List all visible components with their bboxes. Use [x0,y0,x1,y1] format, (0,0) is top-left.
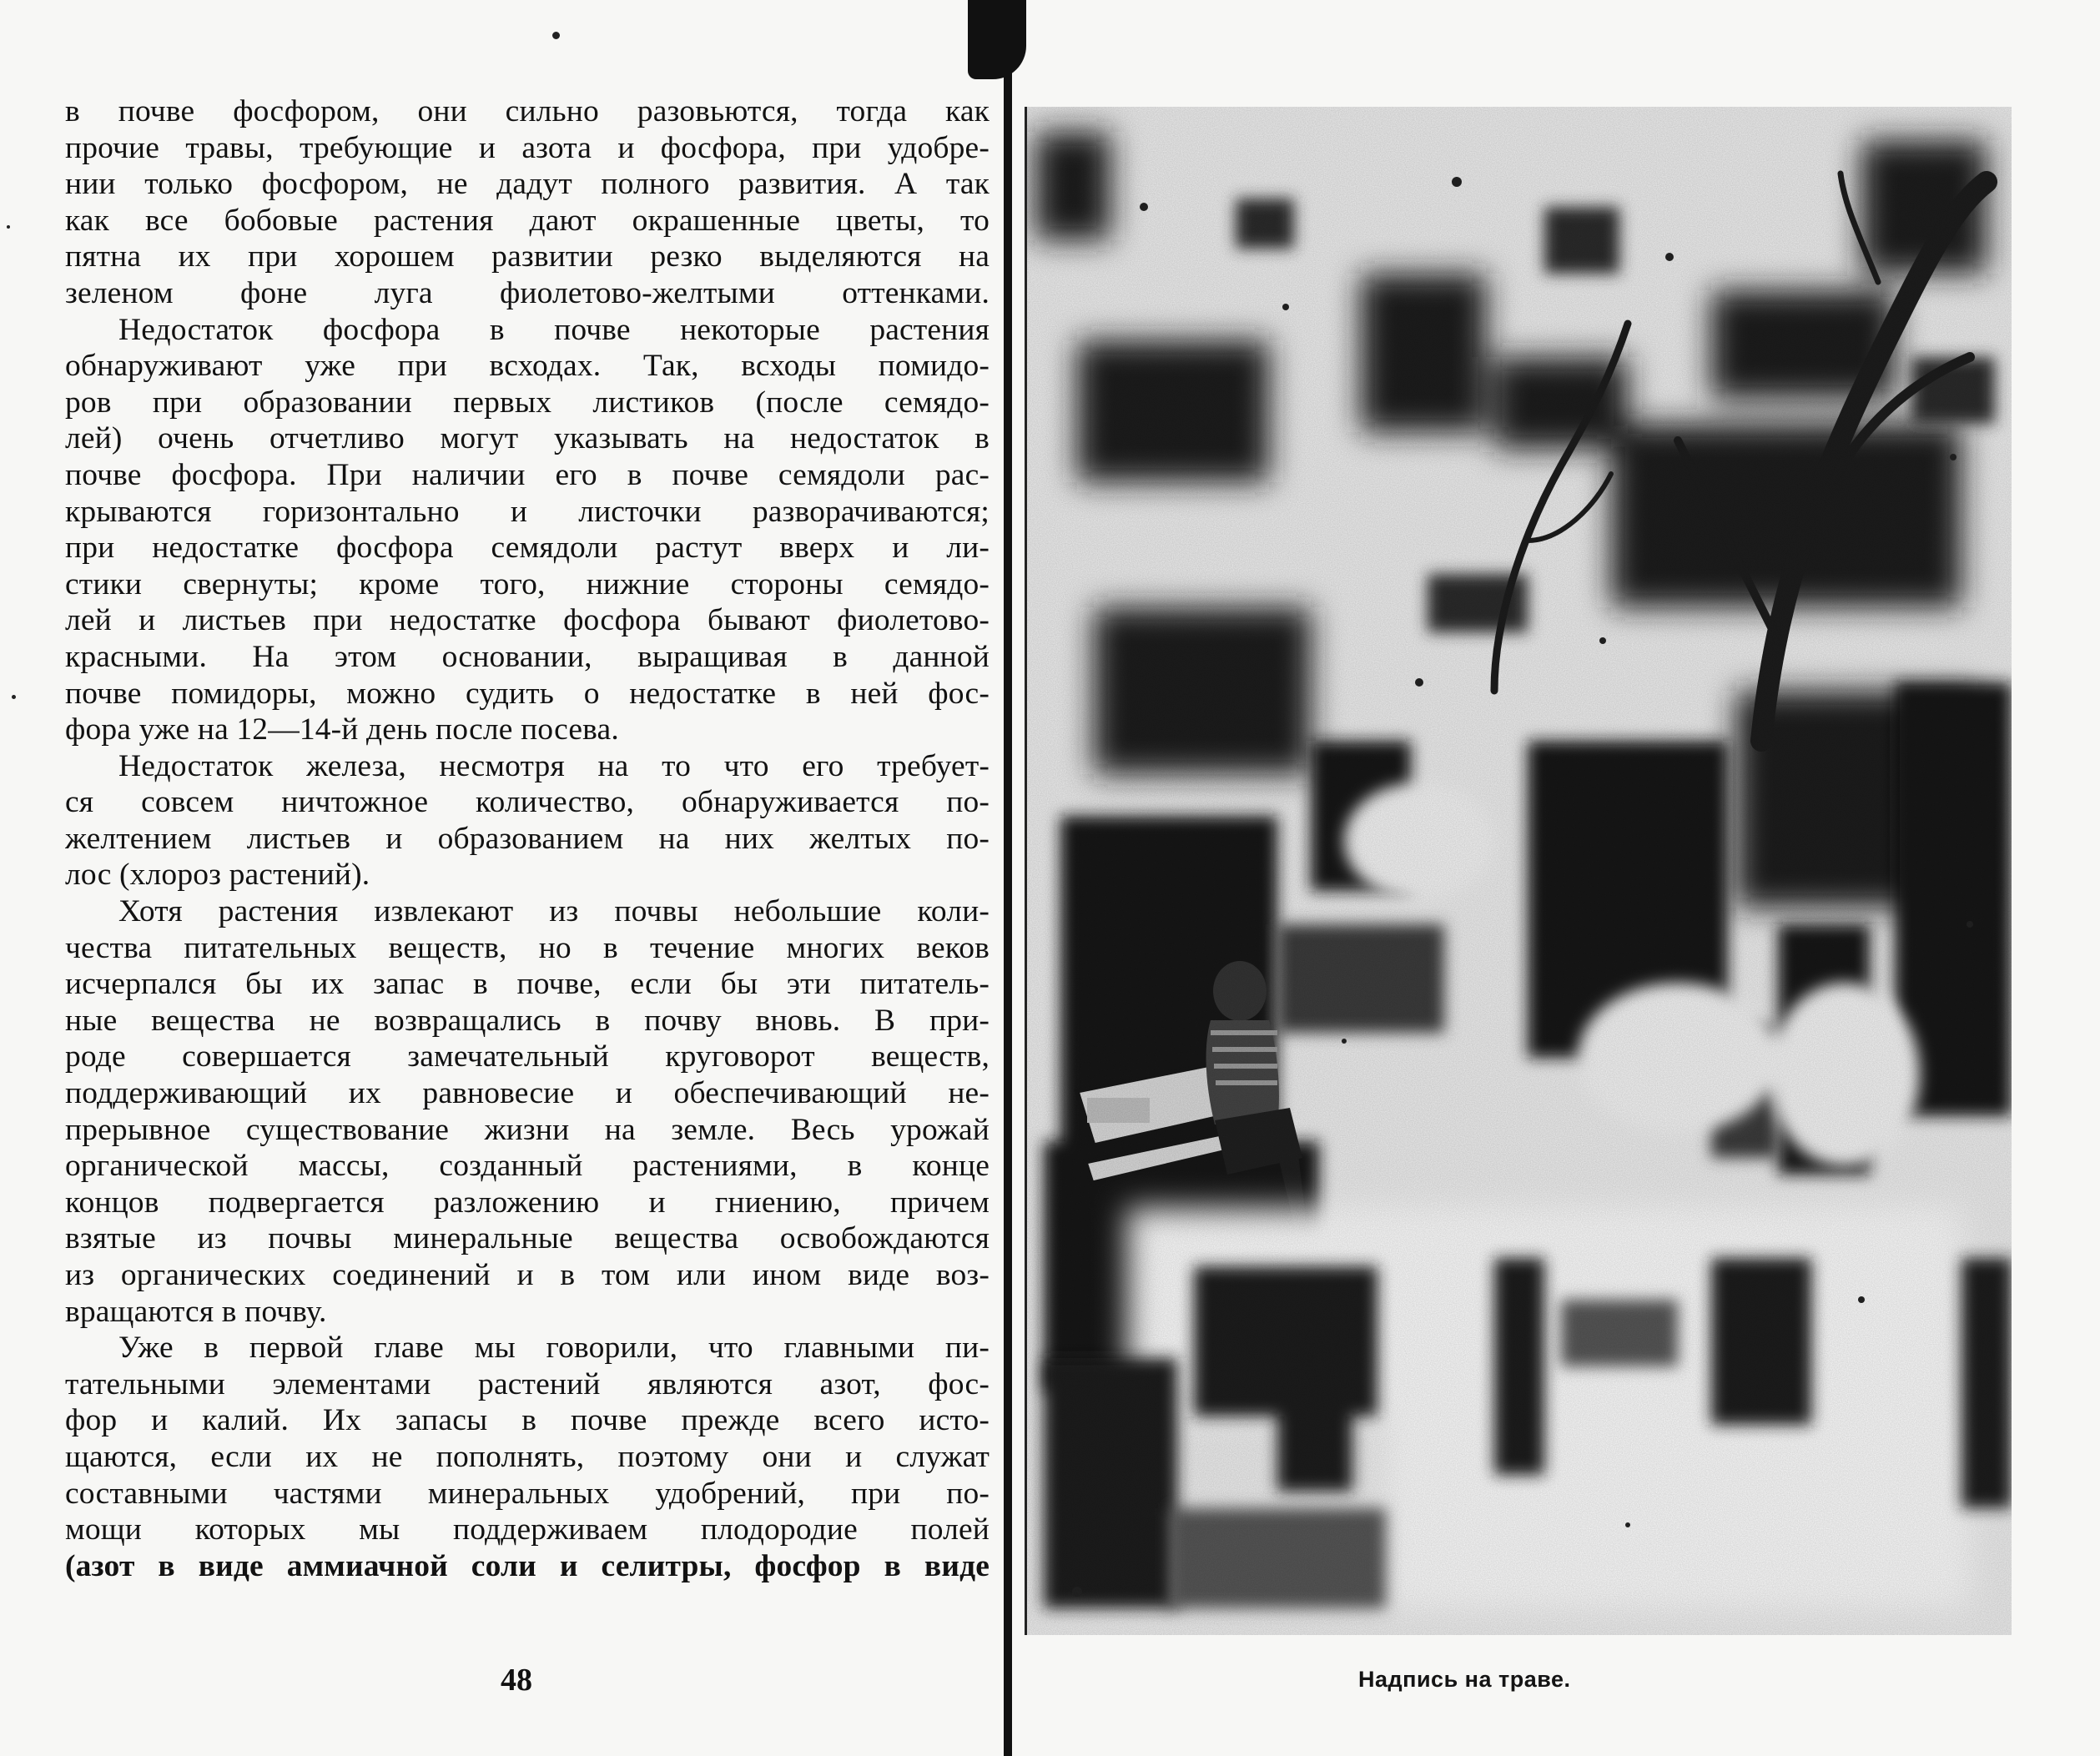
text-line: ные вещества не возвращались в почву вновь. В при- [65,1003,990,1038]
text-line: ров при образовании первых листиков (после семядо- [65,385,990,420]
text-line: тательными элементами растений являются азот, фос- [65,1366,990,1401]
page-speck [7,225,10,229]
text-line: почве помидоры, можно судить о недостатке в ней фос- [65,676,990,711]
text-line: роде совершается замечательный круговорот веществ, [65,1039,990,1074]
text-line: исчерпался бы их запас в почве, если бы эти питатель- [65,967,990,1002]
text-line: фора уже на 12—14-й день после посева. [65,712,619,747]
text-line: чества питательных веществ, но в течение многих веков [65,930,990,965]
text-line: лос (хлороз растений). [65,858,370,893]
text-line: лей и листьев при недостатке фосфора бывают фиолетово- [65,603,990,638]
text-line: вращаются в почву. [65,1294,327,1329]
text-line: Недостаток железа, несмотря на то что его требует- [118,748,990,783]
text-line: концов подвергается разложению и гниению, причем [65,1185,990,1220]
text-line: прерывное существование жизни на земле. Весь урожай [65,1112,990,1147]
text-line: взятые из почвы минеральные вещества освобождаются [65,1221,990,1256]
text-line: (азот в виде аммиачной соли и селитры, фосфор в виде [65,1548,990,1583]
text-line: нии только фосфором, не дадут полного развития. А так [65,167,990,202]
photo-caption: Надпись на траве. [1358,1667,1571,1692]
text-line: мощи которых мы поддерживаем плодородие полей [65,1512,990,1547]
text-line: Хотя растения извлекают из почвы небольшие коли- [118,894,990,929]
text-line: зеленом фоне луга фиолетово-желтыми оттенками. [65,275,990,310]
text-line: в почве фосфором, они сильно разовьются, тогда как [65,94,990,128]
text-line: лей) очень отчетливо могут указывать на недостаток в [65,421,990,456]
text-line: щаются, если их не пополнять, поэтому они и служат [65,1439,990,1474]
body-text [65,93,990,1666]
photo-artwork [1027,107,2012,1635]
text-line: составными частями минеральных удобрений, при по- [65,1476,990,1511]
text-line: красными. На этом основании, выращивая в данной [65,639,990,674]
page-speck [12,695,16,699]
book-gutter [1004,0,1012,1756]
text-line: при недостатке фосфора семядоли растут вверх и ли- [65,531,990,566]
text-line: крываются горизонтально и листочки разворачиваются; [65,494,990,529]
text-line: из органических соединений и в том или ином виде воз- [65,1258,990,1292]
text-line: Недостаток фосфора в почве некоторые растения [118,312,990,347]
text-line: почве фосфора. При наличии его в почве семядоли рас- [65,457,990,492]
text-line: как все бобовые растения дают окрашенные цветы, то [65,203,990,238]
text-line: органической массы, созданный растениями, в конце [65,1149,990,1184]
text-line: пятна их при хорошем развитии резко выделяются на [65,239,990,274]
text-line: прочие травы, требующие и азота и фосфора, при удобре- [65,130,990,165]
park-photograph [1025,107,2012,1635]
text-line: Уже в первой главе мы говорили, что главными пи- [118,1331,990,1366]
page-number: 48 [501,1663,532,1698]
text-line: поддерживающий их равновесие и обеспечивающий не- [65,1076,990,1111]
text-line: ся совсем ничтожное количество, обнаруживается по- [65,785,990,820]
text-line: стики свернуты; кроме того, нижние стороны семядо- [65,566,990,601]
binding-blot [968,0,1026,79]
text-line: фор и калий. Их запасы в почве прежде всего исто- [65,1403,990,1438]
text-line: обнаруживают уже при всходах. Так, всходы помидо- [65,349,990,384]
page-speck [552,32,560,39]
text-line: желтением листьев и образованием на них желтых по- [65,821,990,856]
